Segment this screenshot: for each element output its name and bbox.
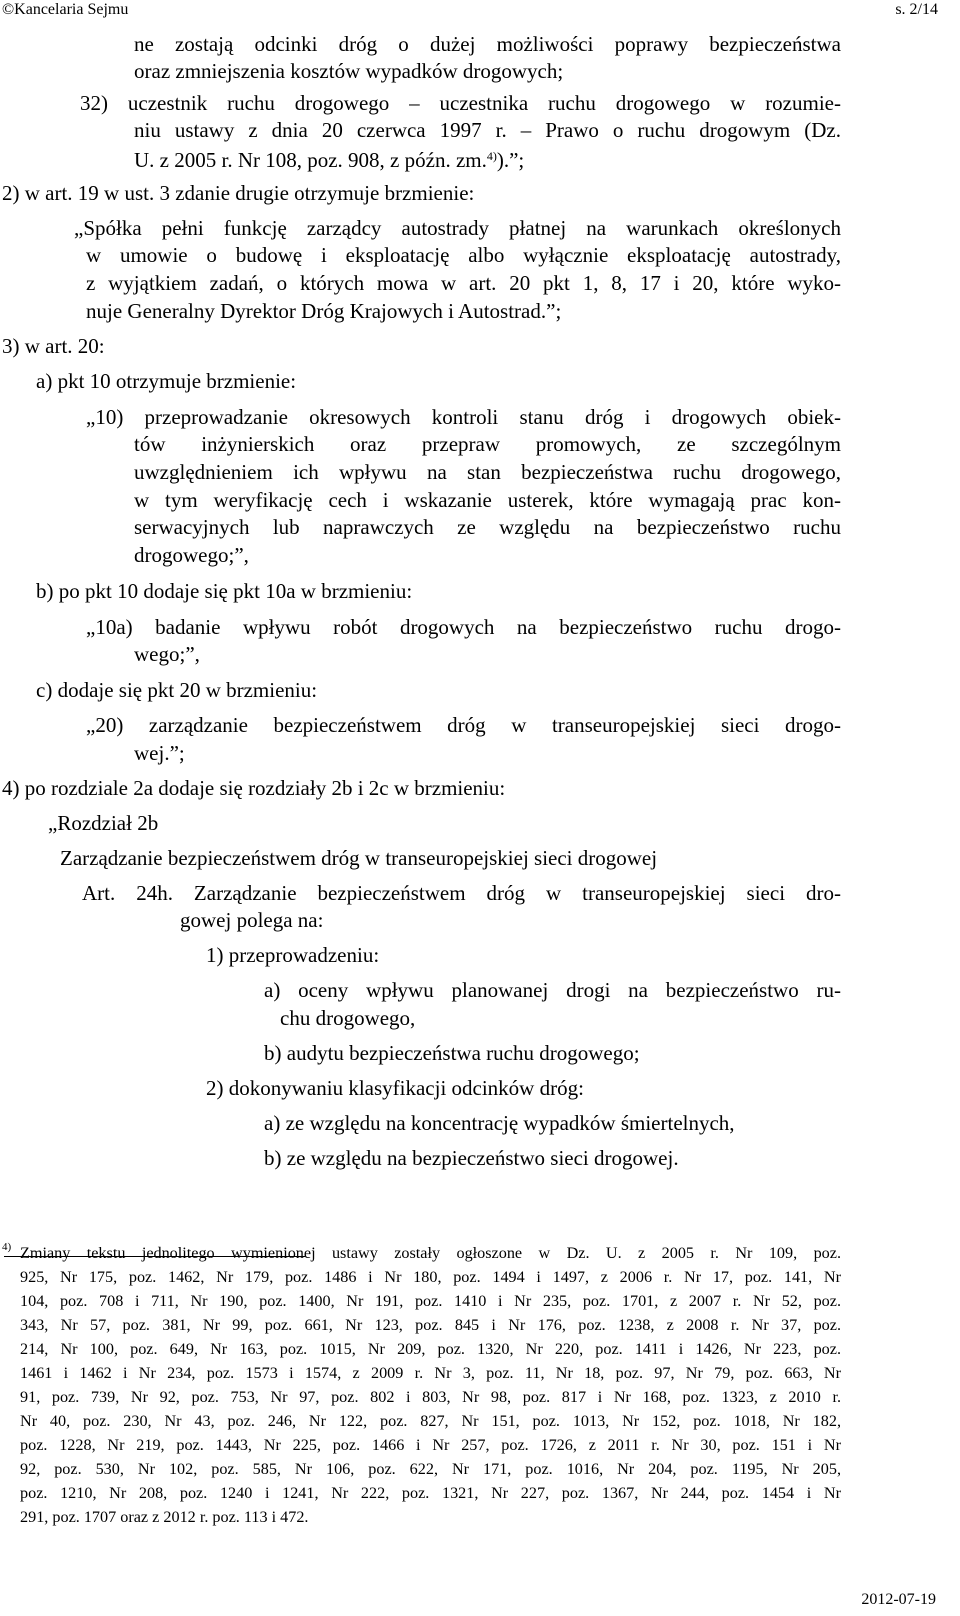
text-line: z wyjątkiem zadań, o których mowa w art. 20 pkt 1, 8, 17 i 20, które wyko- [86, 271, 841, 295]
text-line: 3) w art. 20: [2, 334, 105, 358]
text-line: „10a) badanie wpływu robót drogowych na bezpieczeństwo ruchu drogo- [86, 615, 841, 639]
text-line: a) oceny wpływu planowanej drogi na bezpieczeństwo ru- [264, 978, 841, 1002]
text-fragment: ).”; [496, 148, 525, 172]
header-copyright: ©Kancelaria Sejmu [2, 1, 129, 18]
text-line [134, 147, 524, 173]
text-line: 4) po rozdziale 2a dodaje się rozdziały 2b i 2c w brzmieniu: [2, 776, 506, 800]
text-line: b) ze względu na bezpieczeństwo sieci drogowej. [264, 1146, 679, 1170]
footnote-line: 92, poz. 530, Nr 102, poz. 585, Nr 106, poz. 622, Nr 171, poz. 1016, Nr 204, poz. 1195, Nr 205, [20, 1460, 841, 1478]
text-line: tów inżynierskich oraz przepraw promowych, ze szczególnym [134, 432, 841, 456]
text-line: 2) dokonywaniu klasyfikacji odcinków dróg: [206, 1076, 584, 1100]
text-line: niu ustawy z dnia 20 czerwca 1997 r. – Prawo o ruchu drogowym (Dz. [134, 118, 841, 142]
footnote-reference: 4) [486, 149, 497, 163]
footnote-line: 104, poz. 708 i 711, Nr 190, poz. 1400, Nr 191, poz. 1410 i Nr 235, poz. 1701, z 2007 r. Nr 52, poz. [20, 1292, 841, 1310]
footnote-line: Nr 40, poz. 230, Nr 43, poz. 246, Nr 122, poz. 827, Nr 151, poz. 1013, Nr 152, poz. 1018, Nr 182, [20, 1412, 841, 1430]
text-line: a) pkt 10 otrzymuje brzmienie: [36, 369, 297, 393]
text-fragment: U. z 2005 r. Nr 108, poz. 908, z późn. zm. [134, 148, 487, 172]
text-line: serwacyjnych lub naprawczych ze względu na bezpieczeństwo ruchu [134, 515, 841, 539]
text-line: „20) zarządzanie bezpieczeństwem dróg w transeuropejskiej sieci drogo- [86, 713, 841, 737]
text-line: chu drogowego, [280, 1006, 416, 1030]
text-line: c) dodaje się pkt 20 w brzmieniu: [36, 678, 318, 702]
text-line: w umowie o budowę i eksploatację albo wyłącznie eksploatację autostrady, [86, 243, 841, 267]
header-page-number: s. 2/14 [895, 1, 938, 18]
text-line: „10) przeprowadzanie okresowych kontroli stanu dróg i drogowych obiek- [86, 405, 841, 429]
footnote-line: 925, Nr 175, poz. 1462, Nr 179, poz. 1486 i Nr 180, poz. 1494 i 1497, z 2006 r. Nr 17, poz. 141, Nr [20, 1268, 841, 1286]
article-line: Art. 24h. Zarządzanie bezpieczeństwem dróg w transeuropejskiej sieci dro- [82, 881, 841, 905]
chapter-title: „Rozdział 2b [48, 811, 159, 835]
text-line: oraz zmniejszenia kosztów wypadków drogowych; [134, 59, 564, 83]
text-line: 2) w art. 19 w ust. 3 zdanie drugie otrzymuje brzmienie: [2, 181, 475, 205]
text-line: 1) przeprowadzeniu: [206, 943, 380, 967]
text-line: „Spółka pełni funkcję zarządcy autostrady płatnej na warunkach określonych [74, 216, 841, 240]
text-line: wego;”, [134, 642, 200, 666]
footnote-line: 91, poz. 739, Nr 92, poz. 753, Nr 97, poz. 802 i 803, Nr 98, poz. 817 i Nr 168, poz. 1323, z 2010 r. [20, 1388, 841, 1406]
text-line: b) po pkt 10 dodaje się pkt 10a w brzmieniu: [36, 579, 413, 603]
document-date: 2012-07-19 [861, 1591, 936, 1608]
footnote-line: poz. 1228, Nr 219, poz. 1443, Nr 225, poz. 1466 i Nr 257, poz. 1726, z 2011 r. Nr 30, poz. 151 i Nr [20, 1436, 841, 1454]
chapter-subtitle: Zarządzanie bezpieczeństwem dróg w transeuropejskiej sieci drogowej [60, 846, 658, 870]
text-line: w tym weryfikację cech i wskazanie usterek, które wymagają prac kon- [134, 488, 841, 512]
text-line: drogowego;”, [134, 543, 249, 567]
footnote-line: Zmiany tekstu jednolitego wymienionej ustawy zostały ogłoszone w Dz. U. z 2005 r. Nr 109, poz. [20, 1244, 841, 1262]
text-line: uwzględnieniem ich wpływu na stan bezpieczeństwa ruchu drogowego, [134, 460, 841, 484]
footnote-line: 214, Nr 100, poz. 649, Nr 163, poz. 1015, Nr 209, poz. 1320, Nr 220, poz. 1411 i 1426, Nr 223, poz. [20, 1340, 841, 1358]
footnote-line: poz. 1210, Nr 208, poz. 1240 i 1241, Nr 222, poz. 1321, Nr 227, poz. 1367, Nr 244, poz. 1454 i Nr [20, 1484, 841, 1502]
footnote-line: 1461 i 1462 i Nr 234, poz. 1573 i 1574, z 2009 r. Nr 3, poz. 11, Nr 18, poz. 97, Nr 79, poz. 663, Nr [20, 1364, 841, 1382]
text-line: wej.”; [134, 741, 185, 765]
text-line: b) audytu bezpieczeństwa ruchu drogowego; [264, 1041, 640, 1065]
text-line: 32) uczestnik ruchu drogowego – uczestnika ruchu drogowego w rozumie- [80, 91, 841, 115]
text-line: ne zostają odcinki dróg o dużej możliwości poprawy bezpieczeństwa [134, 32, 841, 56]
footnote-marker: 4) [2, 1241, 12, 1253]
footnote-line: 291, poz. 1707 oraz z 2012 r. poz. 113 i 472. [20, 1508, 309, 1526]
text-line: a) ze względu na koncentrację wypadków śmiertelnych, [264, 1111, 735, 1135]
text-line: nuje Generalny Dyrektor Dróg Krajowych i Autostrad.”; [86, 299, 562, 323]
footnote-line: 343, Nr 57, poz. 381, Nr 99, poz. 661, Nr 123, poz. 845 i Nr 176, poz. 1238, z 2008 r. Nr 37, poz. [20, 1316, 841, 1334]
text-line: gowej polega na: [180, 908, 324, 932]
